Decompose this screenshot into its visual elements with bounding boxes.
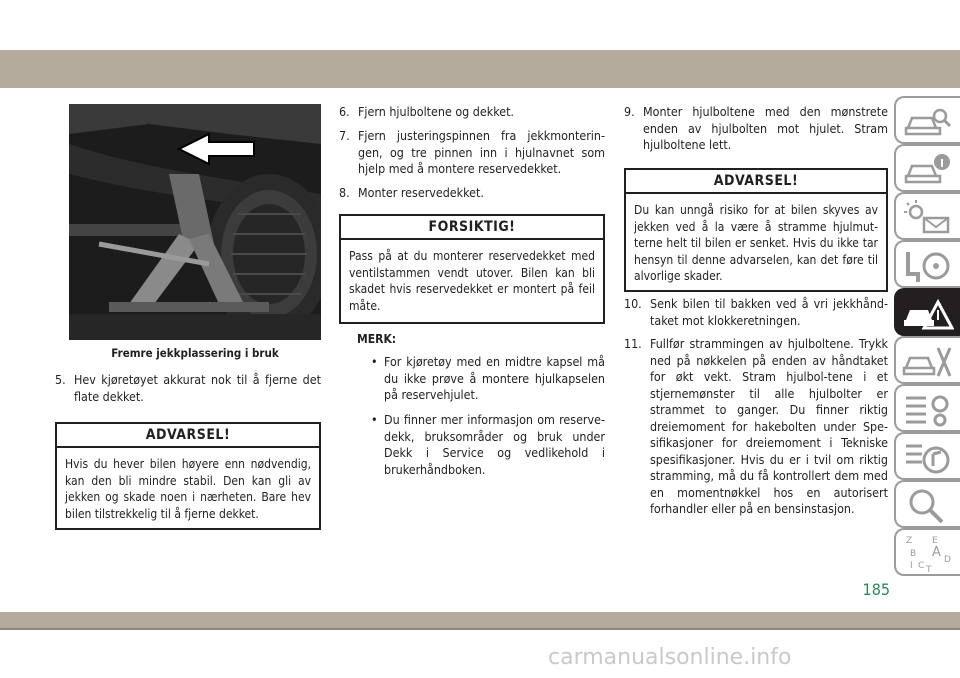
seat-steering-icon xyxy=(902,246,954,286)
tab-car-info[interactable] xyxy=(894,144,960,192)
step-7 xyxy=(339,128,605,178)
tab-specifications[interactable] xyxy=(894,384,960,432)
figure-caption: Fremre jekkplassering i bruk xyxy=(111,346,279,360)
note-bullet-2 xyxy=(371,412,605,478)
step-number: 5. xyxy=(55,372,66,387)
step-text: Fullfør strammingen av hjulboltene. Trykk ned på nøkkelen på enden av håndtaket for økt vekt. Stram hjulbol-tene i et stjernemønster til alle hjulbolter er strammet to ganger. Du finner riktig dreiemoment for hakebolten under Spe-sifikasjoner for dreiemoment i Tekniske spesifikasjoner. Hvis du er i tvil om riktig stramming, må du få kontrollert dem med en momentnøkkel hos en autorisert forhandler eller på en bensinstasjon. xyxy=(650,336,888,516)
step-number: 9. xyxy=(624,104,635,119)
tab-car-service[interactable] xyxy=(894,336,960,384)
step-9 xyxy=(624,104,888,154)
warning-body: Hvis du hever bilen høyere enn nødvendig, kan den bli mindre stabil. Den kan gli av jekken og skade noen i nærheten. Bare hev bilen tilstrekkelig til å fjerne dekket. xyxy=(65,457,311,521)
footer-line xyxy=(0,628,960,630)
jack-photo xyxy=(69,104,321,340)
tab-index[interactable] xyxy=(894,528,960,576)
top-margin xyxy=(0,0,960,50)
step-10 xyxy=(624,296,888,329)
warning-body: Du kan unngå risiko for at bilen skyves av jekken ved å la være å stramme hjulmut-terne helt til bilen er senket. Hvis du ikke tar hensyn til denne advarselen, kan det føre til alvorlige skader. xyxy=(634,203,878,283)
step-text: Senk bilen til bakken ved å vri jekkhånd-taket mot klokkeretningen. xyxy=(650,296,888,328)
bullet-text: Du finner mer informasjon om reserve-dekk, bruksområder og bruk under Dekk i Service og vedlikehold i brukerhåndboken. xyxy=(384,412,605,477)
tab-roadside-hazard[interactable] xyxy=(894,288,960,336)
step-number: 6. xyxy=(339,104,350,119)
tab-multimedia[interactable] xyxy=(894,432,960,480)
note-bullet-1 xyxy=(371,354,605,404)
warning-box-2 xyxy=(624,168,888,292)
step-5 xyxy=(55,372,321,405)
header-band xyxy=(0,50,960,88)
step-number: 7. xyxy=(339,128,350,143)
index-icon xyxy=(902,534,954,574)
search-icon xyxy=(902,486,954,526)
index-letter: T xyxy=(926,565,932,574)
step-8 xyxy=(339,185,605,202)
watermark: carmanualsonline.info xyxy=(548,645,792,670)
step-number: 8. xyxy=(339,185,350,200)
warning-box-1 xyxy=(55,422,321,530)
step-text: Monter hjulboltene med den mønstrete enden av hjulbolten mot hjulet. Stram hjulboltene lett. xyxy=(643,104,888,152)
caution-title: FORSIKTIG! xyxy=(341,216,603,240)
multimedia-icon xyxy=(902,438,954,478)
specifications-icon xyxy=(902,390,954,430)
tab-warning-lights[interactable] xyxy=(894,192,960,240)
roadside-hazard-icon xyxy=(902,294,954,334)
index-letter: B xyxy=(910,549,917,559)
tab-seat-steering[interactable] xyxy=(894,240,960,288)
step-text: Hev kjøretøyet akkurat nok til å fjerne det flate dekket. xyxy=(74,372,321,404)
step-number: 10. xyxy=(624,296,642,311)
bullet-mark: • xyxy=(371,412,378,427)
index-letter: E xyxy=(932,536,938,546)
index-letter: A xyxy=(932,545,941,560)
step-11 xyxy=(624,336,888,518)
bullet-text: For kjøretøy med en midtre kapsel må du ikke prøve å montere hjulkapselen på reservehjulet. xyxy=(384,354,605,402)
step-6 xyxy=(339,104,605,121)
step-number: 11. xyxy=(624,336,642,351)
step-text: Fjern justeringspinnen fra jekkmonterin-gen, og tre pinnen inn i hjulnavnet som hjelp med å montere reservedekket. xyxy=(358,128,605,176)
warning-lights-icon xyxy=(902,198,954,238)
index-letter: D xyxy=(944,555,951,565)
step-text: Monter reservedekket. xyxy=(358,185,484,200)
car-info-icon xyxy=(902,150,954,190)
car-service-icon xyxy=(902,342,954,382)
tab-search[interactable] xyxy=(894,480,960,528)
caution-body: Pass på at du monterer reservedekket med ventilstammen vendt utover. Bilen kan bli skadet hvis reservedekket er montert på feil måte. xyxy=(349,249,595,313)
warning-title: ADVARSEL! xyxy=(626,170,886,194)
index-letter: I xyxy=(910,561,913,571)
tab-car-search[interactable] xyxy=(894,96,960,144)
footer-band xyxy=(0,612,960,628)
caution-box xyxy=(339,214,605,324)
index-letter: Z xyxy=(906,536,913,546)
step-text: Fjern hjulboltene og dekket. xyxy=(358,104,514,119)
page-number: 185 xyxy=(862,580,890,599)
car-search-icon xyxy=(902,102,954,142)
note-label: MERK: xyxy=(357,332,397,346)
warning-title: ADVARSEL! xyxy=(57,424,319,448)
index-letter: C xyxy=(918,561,925,571)
bullet-mark: • xyxy=(371,354,378,369)
